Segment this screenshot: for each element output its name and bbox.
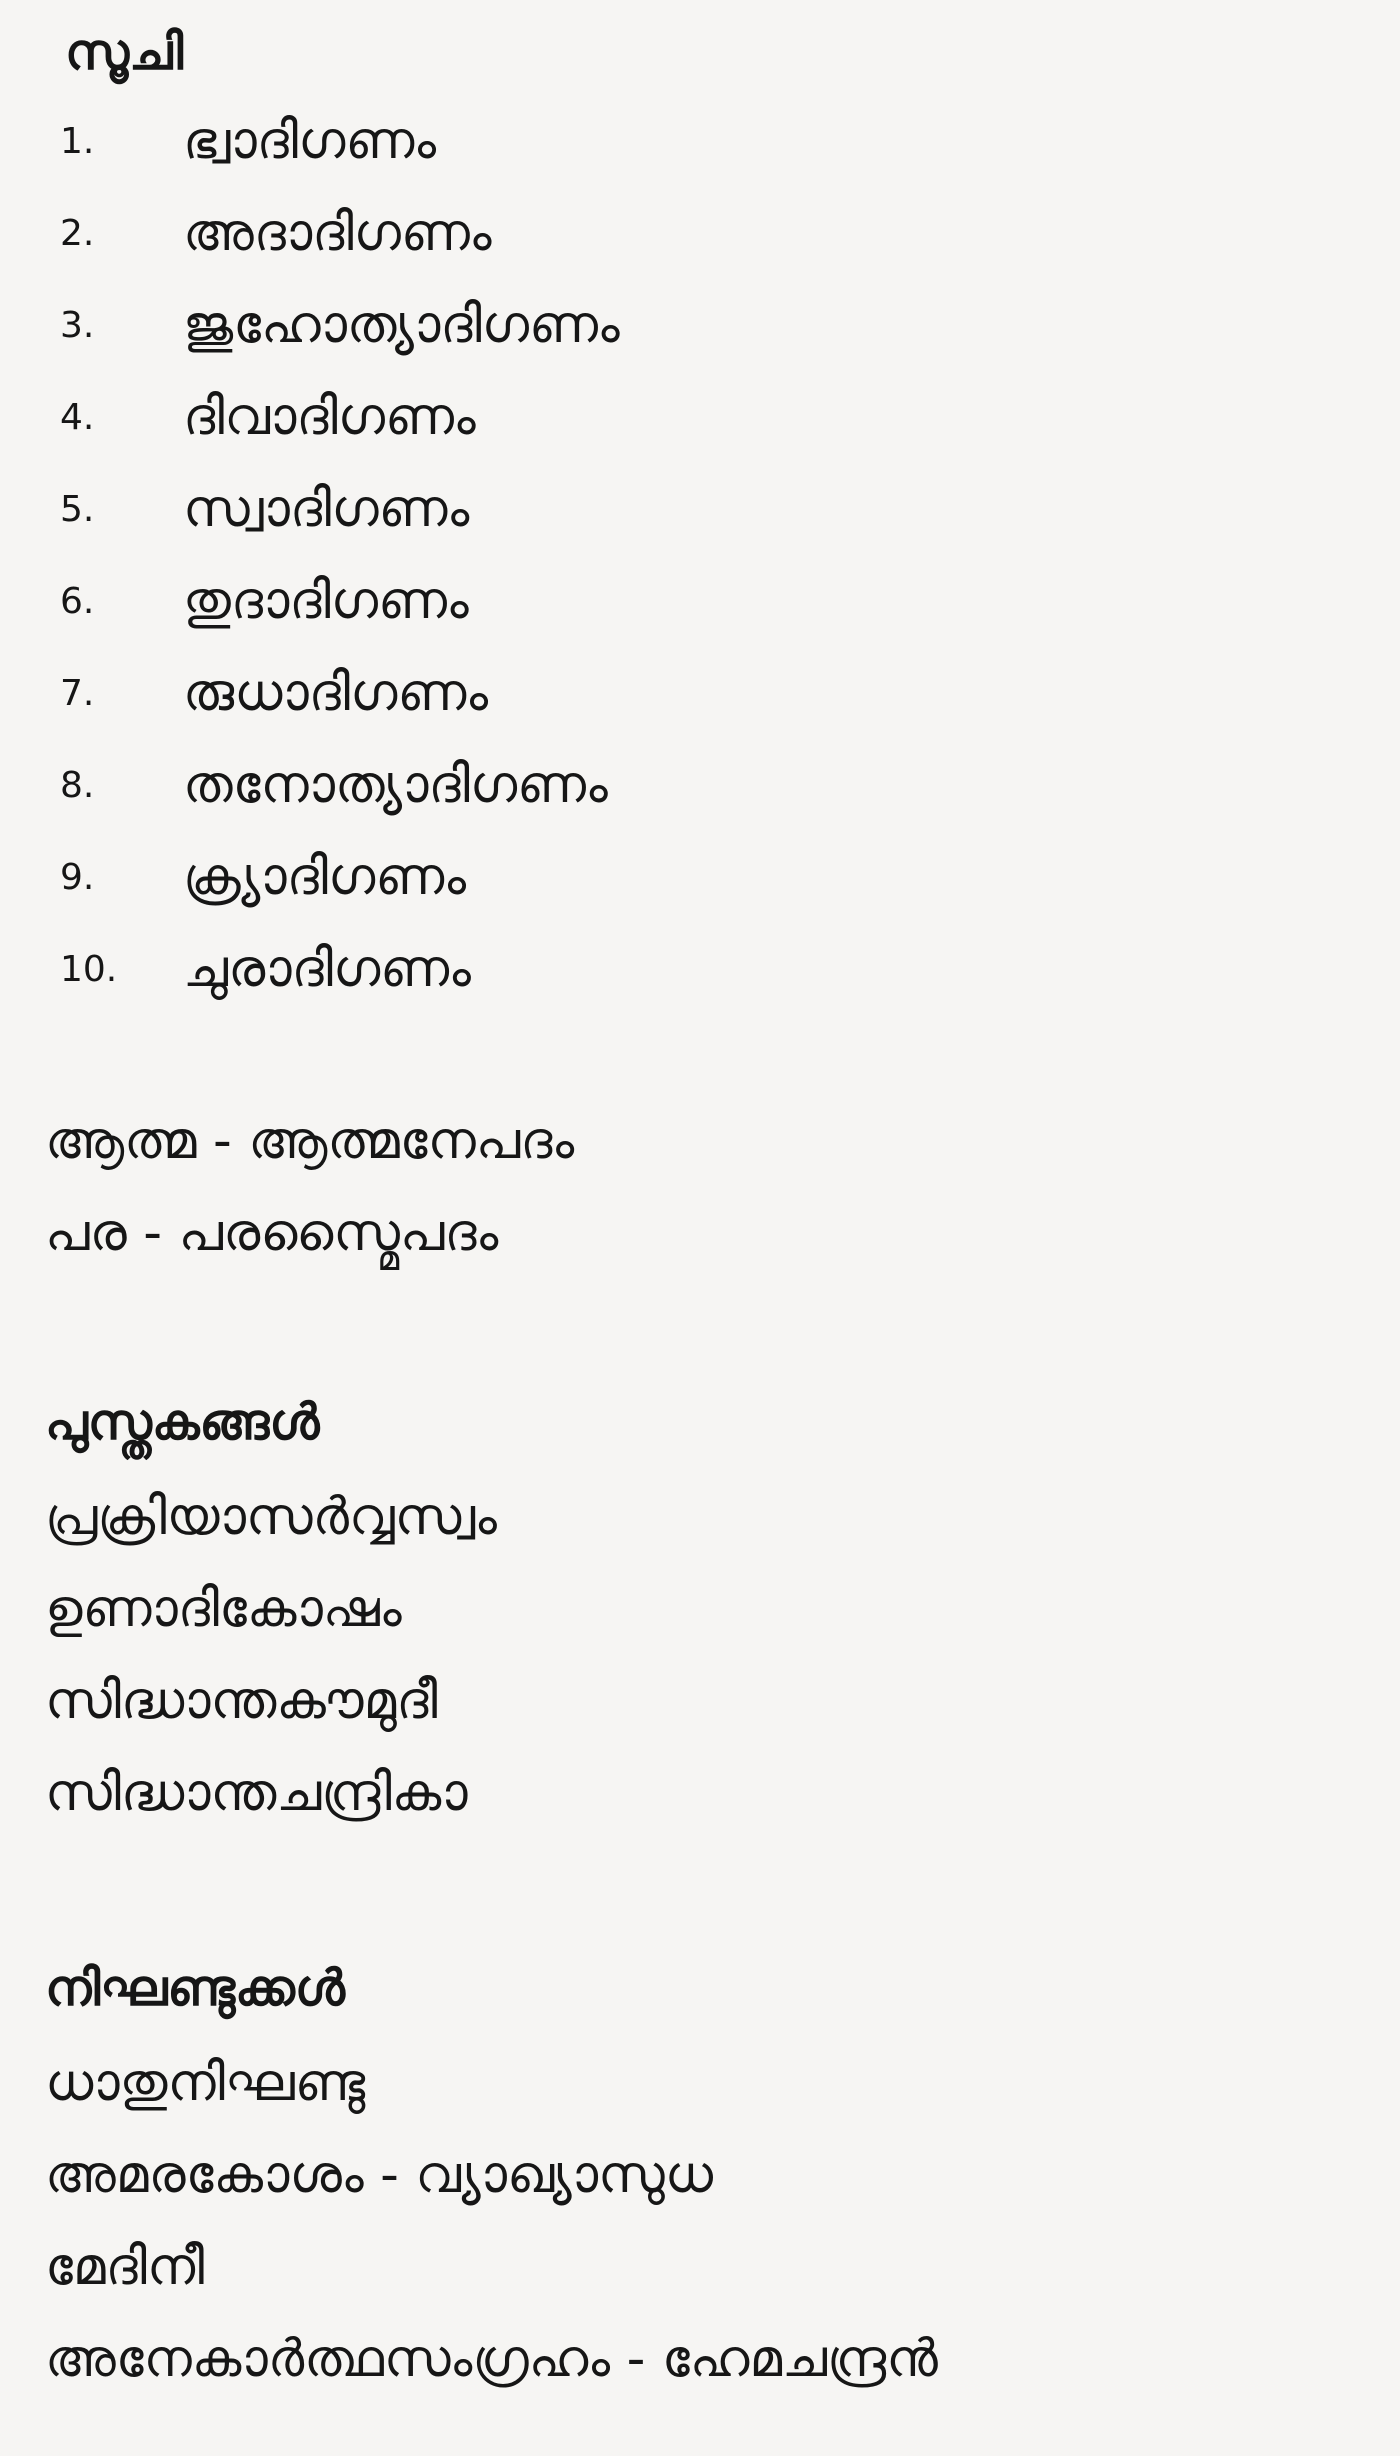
list-item: [0, 464, 1400, 556]
list-item-label: രുധാദിഗണം: [183, 663, 489, 723]
list-item: [0, 740, 1400, 832]
list-item: [0, 648, 1400, 740]
list-item-number: 2.: [60, 213, 95, 254]
abbreviation-atma: ആത്മ - ആത്മനേപദം: [45, 1111, 575, 1171]
list-item: [0, 832, 1400, 924]
list-item: ധാതുനിഘണ്ടു: [45, 2053, 366, 2113]
list-item-number: 7.: [60, 673, 95, 714]
list-item: മേദിനീ: [45, 2237, 205, 2297]
list-item-number: 3.: [60, 305, 95, 346]
list-item-label: ജുഹോത്യാദിഗണം: [183, 295, 620, 355]
list-item-number: 9.: [60, 857, 95, 898]
list-item: [0, 188, 1400, 280]
list-item-label: ക്ര്യാദിഗണം: [183, 847, 466, 907]
list-item-number: 5.: [60, 489, 95, 530]
list-item-number: 4.: [60, 397, 95, 438]
list-item-label: തനോത്യാദിഗണം: [183, 755, 608, 815]
list-item: പ്രക്രിയാസർവ്വസ്വം: [45, 1487, 497, 1547]
list-item-label: തുദാദിഗണം: [183, 571, 469, 631]
list-item-label: അദാദിഗണം: [183, 203, 492, 263]
list-item: [0, 924, 1400, 1016]
list-item: [0, 556, 1400, 648]
list-item: [0, 96, 1400, 188]
list-item-number: 6.: [60, 581, 95, 622]
list-item-label: ഭ്വാദിഗണം: [183, 111, 437, 171]
list-item: [0, 372, 1400, 464]
books-heading: പുസ്തകങ്ങൾ: [45, 1393, 320, 1451]
list-item-number: 8.: [60, 765, 95, 806]
list-item-label: സ്വാദിഗണം: [183, 479, 470, 539]
list-item: സിദ്ധാന്തചന്ദ്രികാ: [45, 1763, 468, 1823]
lexicons-heading: നിഘണ്ടുക്കൾ: [45, 1959, 345, 2017]
list-item: സിദ്ധാന്തകൗമുദീ: [45, 1671, 438, 1731]
list-item: അമരകോശം - വ്യാഖ്യാസുധ: [45, 2145, 713, 2205]
list-item: [0, 280, 1400, 372]
contents-heading: സൂചി: [65, 23, 184, 81]
list-item: ഉണാദികോഷം: [45, 1579, 402, 1639]
list-item: അനേകാർത്ഥസംഗ്രഹം - ഹേമചന്ദ്രൻ: [45, 2329, 938, 2389]
list-item-label: ദിവാദിഗണം: [183, 387, 476, 447]
abbreviation-para: പര - പരസ്മൈപദം: [45, 1203, 499, 1263]
list-item-number: 10.: [60, 949, 118, 990]
list-item-label: ചുരാദിഗണം: [183, 939, 471, 999]
list-item-number: 1.: [60, 121, 95, 162]
